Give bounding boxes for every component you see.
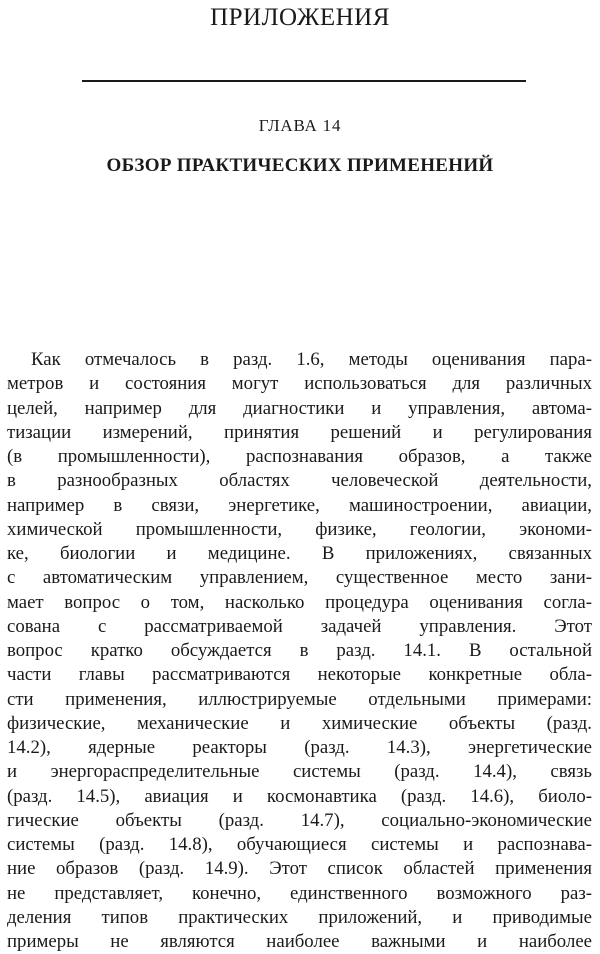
body-paragraph (7, 348, 592, 954)
text-line: и энергораспределительные системы (разд. 14.4), связь (7, 761, 592, 783)
text-line: (разд. 14.5), авиация и космонавтика (разд. 14.6), биоло- (7, 785, 592, 807)
text-line: мает вопрос о том, насколько процедура оценивания согла- (7, 591, 592, 613)
text-line: части главы рассматриваются некоторые конкретные обла- (7, 664, 592, 686)
text-line: примеры не являются наиболее важными и наиболее (7, 931, 592, 952)
text-line: (в промышленности), распознавания образов, а также (7, 446, 592, 467)
text-line: сти применения, иллюстрируемые отдельными примерами: (7, 688, 592, 710)
text-line: например в связи, энергетике, машиностроении, авиации, (7, 494, 592, 516)
text-line: деления типов практических приложений, и приводимые (7, 906, 592, 928)
text-line: Как отмечалось в разд. 1.6, методы оценивания пара- (31, 349, 592, 370)
text-line: ние образов (разд. 14.9). Этот список областей применения (7, 858, 592, 880)
text-line: тизации измерений, принятия решений и регулирования (7, 421, 592, 443)
text-line: не представляет, конечно, единственного возможного раз- (7, 882, 592, 904)
text-line: с автоматическим управлением, существенное место зани- (7, 567, 592, 589)
text-line: целей, например для диагностики и управления, автома- (7, 397, 592, 419)
text-line: сована с рассматриваемой задачей управления. Этот (7, 615, 592, 637)
text-line: гические объекты (разд. 14.7), социально-экономические (7, 809, 592, 831)
text-line: химической промышленности, физике, геологии, экономи- (7, 518, 592, 540)
text-line: ке, биологии и медицине. В приложениях, связанных (7, 543, 592, 564)
text-line: вопрос кратко обсуждается в разд. 14.1. В остальной (7, 640, 592, 661)
chapter-label: ГЛАВА 14 (258, 116, 342, 135)
section-heading: ПРИЛОЖЕНИЯ (210, 4, 390, 31)
text-line: физические, механические и химические объекты (разд. (7, 712, 592, 734)
text-line: системы (разд. 14.8), обучающиеся системы и распознава- (7, 834, 592, 855)
text-line: в разнообразных областях человеческой деятельности, (7, 470, 592, 492)
text-line: 14.2), ядерные реакторы (разд. 14.3), энергетические (7, 737, 592, 758)
text-line: метров и состояния могут использоваться для различных (7, 373, 592, 395)
chapter-title: ОБЗОР ПРАКТИЧЕСКИХ ПРИМЕНЕНИЙ (106, 155, 494, 176)
horizontal-rule (82, 80, 526, 82)
